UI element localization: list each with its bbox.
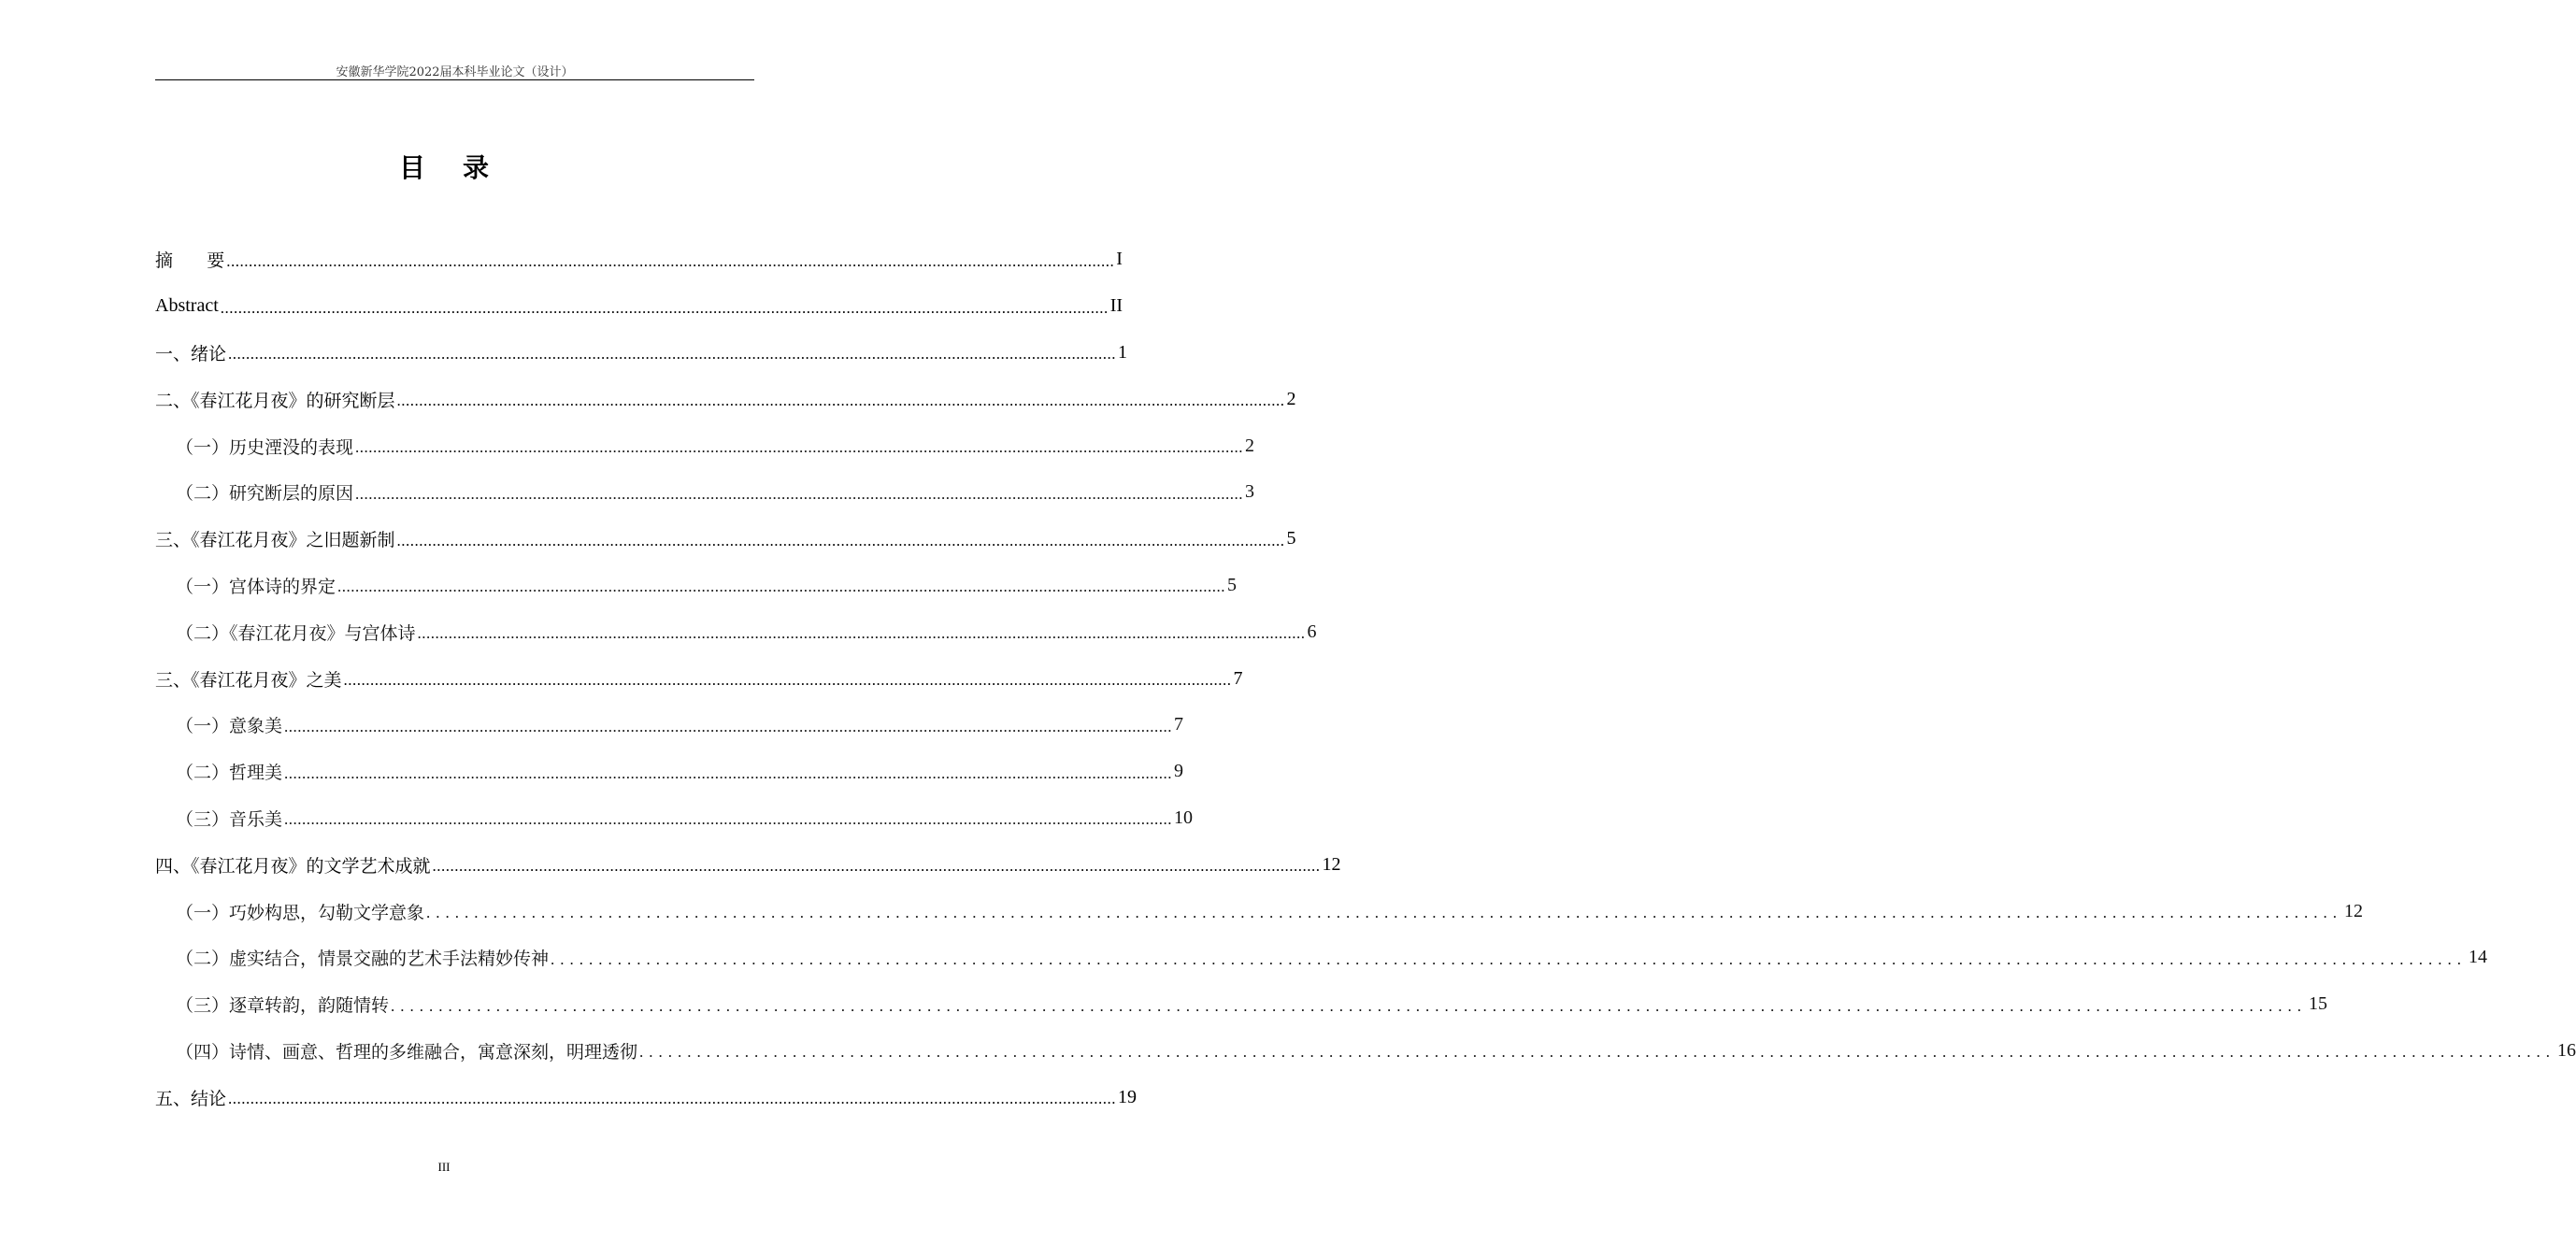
toc-entry[interactable] (155, 1074, 1138, 1120)
dot-leader: ........................................................................................................................................................................................................ (391, 996, 2308, 1015)
dot-leader: ........................................................................................................................................................................................................ (432, 857, 1321, 876)
toc-entry-label: 五、结论 (155, 1088, 227, 1109)
dot-leader: ........................................................................................................................................................................................................ (228, 1090, 1117, 1108)
table-of-contents (155, 236, 2576, 1120)
toc-entry-label: （三）音乐美 (176, 808, 283, 830)
toc-entry-page: 14 (2469, 947, 2488, 968)
toc-entry-label: （二）研究断层的原因 (176, 483, 354, 505)
toc-entry-label: 摘 要 (155, 250, 225, 272)
toc-entry[interactable] (155, 655, 1243, 702)
dot-leader: ........................................................................................................................................................................................................ (220, 298, 1109, 317)
toc-entry-page: 2 (1286, 388, 1296, 409)
toc-subentry[interactable] (155, 749, 1184, 795)
toc-subentry[interactable] (155, 1028, 2576, 1075)
toc-entry[interactable] (155, 841, 1341, 888)
toc-entry-label: Abstract (155, 295, 219, 317)
toc-entry-label: （二）虚实结合，情景交融的艺术手法精妙传神 (176, 949, 550, 970)
toc-entry-label: （一）宫体诗的界定 (176, 576, 336, 597)
dot-leader: ........................................................................................................................................................................................................ (396, 531, 1285, 550)
toc-entry-page: I (1116, 249, 1123, 270)
toc-entry-label: 四、《春江花月夜》的文学艺术成就 (155, 855, 431, 877)
toc-title: 目录 (398, 152, 526, 183)
dot-leader: ........................................................................................................................................................................................................ (355, 484, 1244, 503)
toc-entry[interactable] (155, 376, 1296, 422)
toc-entry-label: （四）诗情、画意、哲理的多维融合，寓意深刻，明理透彻 (176, 1041, 638, 1063)
toc-subentry[interactable] (155, 888, 2364, 935)
toc-entry-page: II (1109, 295, 1123, 317)
toc-entry-label: 一、绪论 (155, 343, 227, 364)
toc-entry-label: （三）逐章转韵，韵随情转 (176, 995, 390, 1017)
dot-leader: ........................................................................................................................................................................................................ (426, 903, 2343, 921)
toc-entry-page: 6 (1307, 621, 1317, 642)
dot-leader: ........................................................................................................................................................................................................ (396, 392, 1285, 410)
toc-entry-page: 1 (1118, 341, 1128, 363)
toc-entry-label: （一）历史湮没的表现 (176, 436, 354, 458)
toc-entry-label: 三、《春江花月夜》之旧题新制 (155, 530, 395, 551)
toc-entry[interactable] (155, 283, 1123, 330)
toc-subentry[interactable] (155, 563, 1238, 609)
toc-entry-label: （一）巧妙构思，勾勒文学意象 (176, 902, 425, 923)
toc-entry-page: 3 (1245, 481, 1255, 503)
toc-entry[interactable] (155, 330, 1128, 377)
toc-subentry[interactable] (155, 935, 2488, 981)
toc-entry[interactable] (155, 516, 1296, 563)
dot-leader: ........................................................................................................................................................................................................ (284, 717, 1173, 735)
toc-subentry[interactable] (155, 795, 1194, 842)
toc-subentry[interactable] (155, 469, 1255, 516)
toc-entry[interactable] (155, 236, 1123, 283)
toc-entry-page: 12 (2344, 900, 2364, 921)
toc-entry-label: 三、《春江花月夜》之美 (155, 669, 342, 691)
toc-entry-page: 7 (1174, 714, 1184, 735)
toc-subentry[interactable] (155, 422, 1255, 469)
toc-entry-page: 15 (2309, 993, 2328, 1015)
toc-entry-page: 7 (1233, 667, 1243, 689)
toc-entry-label: （二）《春江花月夜》与宫体诗 (176, 622, 416, 644)
toc-entry-label: （二）哲理美 (176, 763, 283, 784)
header-rule (155, 79, 754, 80)
page-number: III (437, 1160, 451, 1174)
dot-leader: ........................................................................................................................................................................................................ (337, 578, 1226, 596)
toc-entry-page: 5 (1286, 528, 1296, 550)
dot-leader: ........................................................................................................................................................................................................ (417, 624, 1306, 643)
toc-entry-page: 5 (1227, 574, 1238, 595)
dot-leader: ........................................................................................................................................................................................................ (226, 251, 1115, 270)
toc-entry-label: 二、《春江花月夜》的研究断层 (155, 390, 395, 411)
toc-entry-label: （一）意象美 (176, 716, 283, 737)
dot-leader: ........................................................................................................................................................................................................ (355, 437, 1244, 456)
toc-entry-page: 16 (2557, 1039, 2576, 1061)
dot-leader: ........................................................................................................................................................................................................ (343, 670, 1232, 689)
toc-subentry[interactable] (155, 981, 2328, 1028)
toc-entry-page: 19 (1118, 1086, 1138, 1107)
dot-leader: ........................................................................................................................................................................................................ (284, 810, 1173, 829)
toc-entry-page: 2 (1245, 435, 1255, 456)
dot-leader: ........................................................................................................................................................................................................ (284, 764, 1173, 782)
toc-entry-page: 10 (1174, 806, 1194, 828)
toc-subentry[interactable] (155, 608, 1317, 655)
dot-leader: ........................................................................................................................................................................................................ (551, 949, 2468, 968)
toc-subentry[interactable] (155, 702, 1184, 749)
toc-entry-page: 12 (1322, 853, 1341, 875)
dot-leader: ........................................................................................................................................................................................................ (228, 345, 1117, 364)
toc-entry-page: 9 (1174, 761, 1184, 782)
dot-leader: ........................................................................................................................................................................................................ (639, 1043, 2556, 1062)
running-header: 安徽新华学院2022届本科毕业论文（设计） (336, 65, 574, 79)
